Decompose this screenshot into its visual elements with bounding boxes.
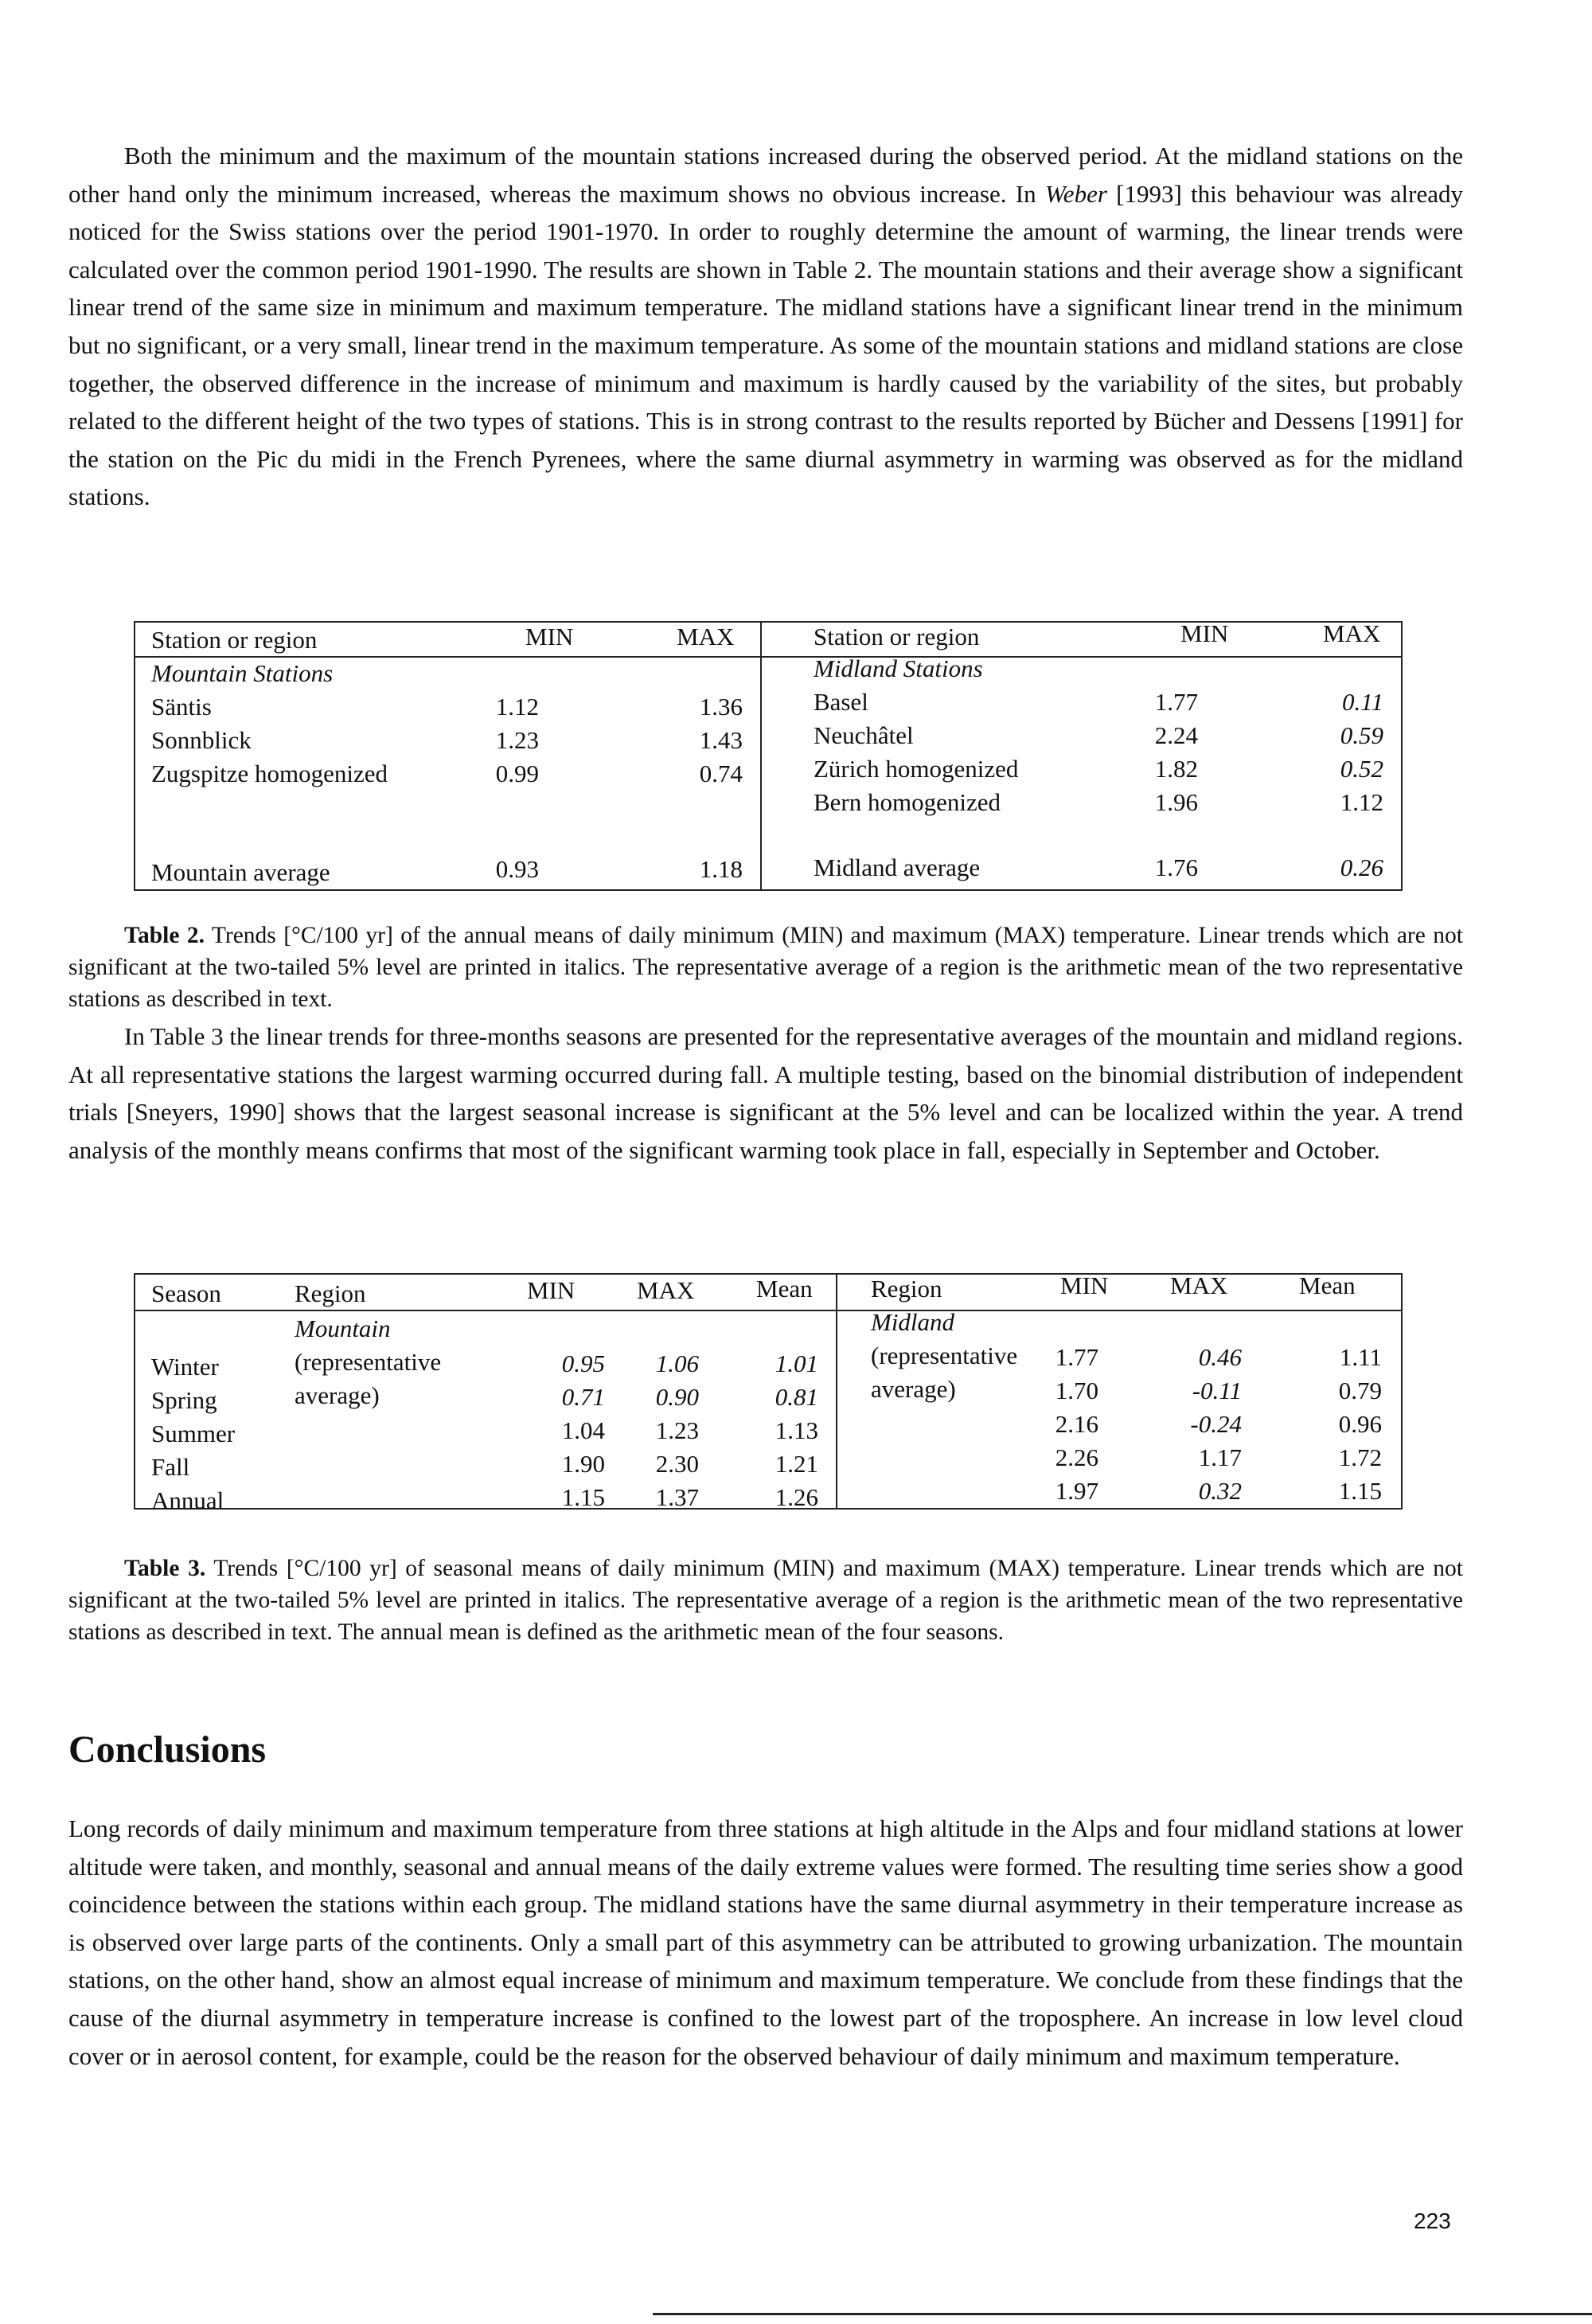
table-header-row bbox=[135, 1275, 836, 1311]
caption-label: Table 3. bbox=[124, 1556, 206, 1581]
season-label: Summer bbox=[151, 1420, 236, 1447]
header-station: Station or region bbox=[151, 626, 318, 654]
max-value: 1.37 bbox=[655, 1483, 699, 1511]
min-value: 1.96 bbox=[1154, 788, 1198, 816]
group-label: Mountain Stations bbox=[151, 659, 334, 687]
paragraph-text: Both the minimum and the maximum of the mountain stations increased during the observed period. At the midland stations on the other hand only the minimum increased, whereas the maximum shows no obvious increase. In bbox=[68, 142, 1463, 208]
header-region: Region bbox=[871, 1275, 942, 1303]
table-2-midland-half bbox=[762, 619, 1401, 889]
season-label: Winter bbox=[151, 1353, 219, 1381]
min-value: 1.77 bbox=[1055, 1343, 1098, 1371]
header-region: Region bbox=[295, 1279, 366, 1307]
max-value: 1.18 bbox=[699, 855, 743, 883]
max-value: -0.11 bbox=[1192, 1377, 1242, 1404]
header-max: MAX bbox=[1170, 1271, 1228, 1299]
min-value: 1.90 bbox=[561, 1450, 605, 1478]
paragraph-seasonal bbox=[68, 1017, 1463, 1169]
header-min: MIN bbox=[525, 623, 574, 650]
max-value: -0.24 bbox=[1190, 1410, 1242, 1438]
page-number: 223 bbox=[1414, 2209, 1451, 2233]
max-value: 0.11 bbox=[1342, 688, 1383, 716]
mean-value: 1.21 bbox=[775, 1450, 818, 1478]
table-3-mountain-half bbox=[135, 1275, 837, 1514]
min-value: 1.15 bbox=[561, 1483, 605, 1511]
station-name: Säntis bbox=[151, 693, 212, 721]
max-value: 0.26 bbox=[1340, 853, 1383, 881]
table-3-midland-half bbox=[837, 1271, 1401, 1508]
region-label: average) bbox=[295, 1381, 380, 1409]
mean-value: 1.01 bbox=[775, 1349, 818, 1377]
header-mean: Mean bbox=[756, 1275, 813, 1303]
min-value: 1.12 bbox=[495, 693, 539, 721]
max-value: 0.90 bbox=[655, 1383, 699, 1411]
header-mean: Mean bbox=[1299, 1271, 1356, 1299]
header-season: Season bbox=[151, 1279, 221, 1307]
min-value: 1.70 bbox=[1055, 1377, 1098, 1404]
header-station: Station or region bbox=[814, 623, 980, 650]
max-value: 2.30 bbox=[655, 1450, 699, 1478]
region-label: Midland bbox=[871, 1308, 955, 1336]
header-min: MIN bbox=[527, 1276, 576, 1304]
mean-value: 1.11 bbox=[1339, 1343, 1382, 1371]
group-label: Midland Stations bbox=[814, 654, 983, 682]
station-name: Sonnblick bbox=[151, 726, 252, 754]
min-value: 2.16 bbox=[1055, 1410, 1098, 1438]
table-2-caption bbox=[68, 920, 1463, 1015]
header-min: MIN bbox=[1180, 619, 1229, 647]
station-name: Zugspitze homogenized bbox=[151, 760, 388, 787]
min-value: 1.76 bbox=[1154, 853, 1198, 881]
citation-author: Weber bbox=[1044, 179, 1107, 208]
mean-value: 0.81 bbox=[775, 1383, 818, 1411]
max-value: 1.43 bbox=[699, 726, 743, 754]
paragraph-trends-discussion bbox=[68, 137, 1463, 516]
paragraph-text: In Table 3 the linear trends for three-months seasons are presented for the representative averages of the mountain and midland regions. At all representative stations the largest warming occurred during fall. A multiple testing, based on the binomial distribution of independent trials [Sneyers, 1990] shows that the largest seasonal increase is significant at the 5% level and can be localized within the year. A trend analysis of the monthly means confirms that most of the significant warming took place in fall, especially in September and October. bbox=[68, 1022, 1463, 1164]
max-value: 1.06 bbox=[655, 1349, 699, 1377]
min-value: 1.97 bbox=[1055, 1477, 1098, 1505]
mean-value: 1.26 bbox=[775, 1483, 818, 1511]
station-name: Basel bbox=[814, 688, 868, 716]
paragraph-text: Long records of daily minimum and maximum temperature from three stations at high altitude in the Alps and four midland stations at lower altitude were taken, and monthly, seasonal and annual means of the daily extreme values were formed. The resulting time series show a good coincidence between the stations within each group. The midland stations have the same diurnal asymmetry in their temperature increase as is observed over large parts of the continents. Only a small part of this asymmetry can be attributed to growing urbanization. The mountain stations, on the other hand, show an almost equal increase of minimum and maximum temperature. We conclude from these findings that the cause of the diurnal asymmetry in temperature increase is confined to the lowest part of the troposphere. An increase in low level cloud cover or in aerosol content, for example, could be the reason for the observed behaviour of daily minimum and maximum temperature. bbox=[68, 1814, 1463, 2070]
region-label: Mountain bbox=[295, 1314, 391, 1342]
min-value: 1.23 bbox=[495, 726, 539, 754]
paragraph-text: [1993] this behaviour was already noticed for the Swiss stations over the period 1901-1970. In order to roughly determine the amount of warming, the linear trends were calculated over the common period 1901-1990. The results are shown in Table 2. The mountain stations and their average show a significant linear trend of the same size in minimum and maximum temperature. The midland stations have a significant linear trend in the minimum but no significant, or a very small, linear trend in the maximum temperature. As some of the mountain stations and midland stations are close together, the observed difference in the increase of minimum and maximum is hardly caused by the variability of the sites, but probably related to the different height of the two types of stations. This is in strong contrast to the results reported by Bücher and Dessens [1991] for the station on the Pic du midi in the French Pyrenees, where the same diurnal asymmetry in warming was observed as for the midland stations. bbox=[68, 179, 1463, 511]
caption-text: Trends [°C/100 yr] of the annual means of daily minimum (MIN) and maximum (MAX) temperature. Linear trends which are not significant at the two-tailed 5% level are printed in italics. The representative average of a region is the arithmetic mean of the two representative stations as described in text. bbox=[68, 923, 1463, 1012]
min-value: 0.93 bbox=[495, 855, 539, 883]
mean-value: 1.13 bbox=[775, 1416, 818, 1444]
season-label: Annual bbox=[151, 1486, 224, 1514]
min-value: 1.04 bbox=[561, 1416, 605, 1444]
max-value: 1.12 bbox=[1340, 788, 1383, 816]
header-max: MAX bbox=[677, 623, 735, 650]
caption-text: Trends [°C/100 yr] of seasonal means of daily minimum (MIN) and maximum (MAX) temperature. Linear trends which are not significant at the two-tailed 5% level are printed in italics. The representative average of a region is the arithmetic mean of the two representative stations as described in text. The annual mean is defined as the arithmetic mean of the four seasons. bbox=[68, 1556, 1464, 1645]
min-value: 1.77 bbox=[1154, 688, 1198, 716]
mean-value: 1.15 bbox=[1338, 1477, 1382, 1505]
station-name: Neuchâtel bbox=[814, 721, 914, 749]
season-label: Spring bbox=[151, 1386, 217, 1414]
region-label: (representative bbox=[871, 1342, 1018, 1369]
max-value: 1.23 bbox=[655, 1416, 699, 1444]
mean-value: 0.79 bbox=[1338, 1377, 1382, 1404]
mean-value: 0.96 bbox=[1338, 1410, 1382, 1438]
table-3 bbox=[134, 1271, 1403, 1514]
paragraph-conclusions bbox=[68, 1810, 1463, 2075]
min-value: 0.71 bbox=[561, 1383, 605, 1411]
bottom-rule bbox=[653, 2313, 1592, 2315]
station-name: Bern homogenized bbox=[814, 788, 1001, 816]
table-header-row bbox=[135, 623, 760, 658]
region-label: average) bbox=[871, 1375, 956, 1403]
mean-value: 1.72 bbox=[1338, 1443, 1382, 1471]
max-value: 0.46 bbox=[1198, 1343, 1242, 1371]
table-2 bbox=[134, 621, 1403, 891]
header-max: MAX bbox=[637, 1276, 695, 1304]
header-min: MIN bbox=[1060, 1271, 1109, 1299]
min-value: 2.26 bbox=[1055, 1443, 1098, 1471]
table-header-row bbox=[762, 619, 1401, 658]
region-label: (representative bbox=[295, 1348, 442, 1376]
table-header-row bbox=[837, 1271, 1401, 1311]
min-value: 1.82 bbox=[1154, 755, 1198, 783]
max-value: 1.17 bbox=[1198, 1443, 1242, 1471]
average-label: Mountain average bbox=[151, 858, 330, 886]
min-value: 0.99 bbox=[495, 760, 539, 787]
max-value: 0.59 bbox=[1340, 721, 1383, 749]
caption-label: Table 2. bbox=[124, 923, 205, 948]
header-max: MAX bbox=[1323, 619, 1381, 647]
max-value: 0.52 bbox=[1340, 755, 1383, 783]
min-value: 0.95 bbox=[561, 1349, 605, 1377]
section-heading-conclusions: Conclusions bbox=[68, 1728, 267, 1771]
season-label: Fall bbox=[151, 1453, 190, 1481]
table-3-caption bbox=[68, 1553, 1463, 1648]
average-label: Midland average bbox=[814, 853, 981, 881]
table-2-mountain-half bbox=[135, 623, 762, 889]
station-name: Zürich homogenized bbox=[814, 755, 1019, 783]
max-value: 0.32 bbox=[1198, 1477, 1242, 1505]
max-value: 0.74 bbox=[699, 760, 743, 787]
max-value: 1.36 bbox=[699, 693, 743, 721]
min-value: 2.24 bbox=[1154, 721, 1198, 749]
